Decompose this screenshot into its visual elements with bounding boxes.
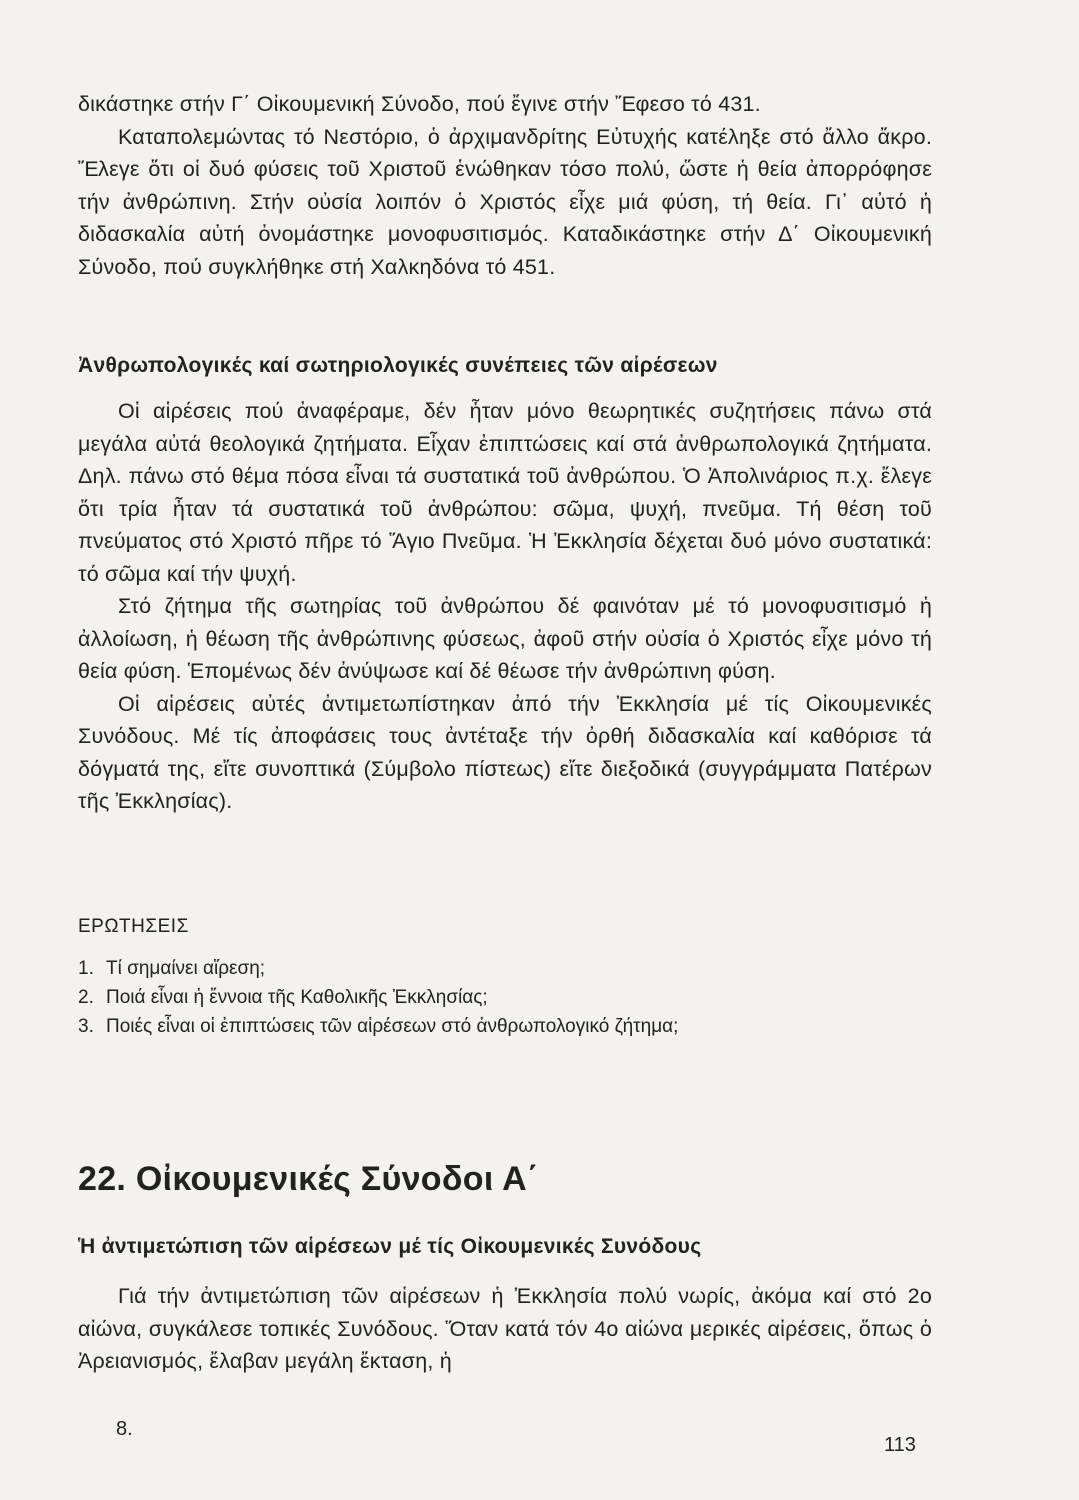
paragraph-3: Οἱ αἱρέσεις αὐτές ἀντιμετωπίστηκαν ἀπό τήν Ἐκκλησία μέ τίς Οἰκουμενικές Συνόδους. Μέ τίς ἀποφάσεις τους ἀντέταξε τήν ὀρθή διδασκαλία καί καθόρισε τά δόγματά της, εἴτε συνοπτικά (Σύμβολο πίστεως) εἴτε διεξοδικά (συγγράμματα Πατέρων τῆς Ἐκκλησίας).	[78, 691, 932, 813]
section-heading: Ἀνθρωπολογικές καί σωτηριολογικές συνέπειες τῶν αἱρέσεων	[78, 354, 718, 377]
chapter-body	[78, 1280, 932, 1378]
opening-text-block	[78, 88, 932, 283]
question-text: Ποιά εἶναι ἡ ἔννοια τῆς Καθολικῆς Ἐκκλησίας;	[106, 987, 488, 1008]
question-item	[78, 983, 932, 1012]
footer-signature: 8.	[116, 1418, 133, 1440]
paragraph-1: Οἱ αἱρέσεις πού ἀναφέραμε, δέν ἦταν μόνο θεωρητικές συζητήσεις πάνω στά μεγάλα αὐτά θεολογικά ζητήματα. Εἶχαν ἐπιπτώσεις καί στά ἀνθρωπολογικά ζητήματα. Δηλ. πάνω στό θέμα πόσα εἶναι τά συστατικά τοῦ ἀνθρώπου. Ὁ Ἀπολινάριος π.χ. ἔλεγε ὅτι τρία ἦταν τά συστατικά τοῦ ἀνθρώπου: σῶμα, ψυχή, πνεῦμα. Τή θέση τοῦ πνεύματος στό Χριστό πῆρε τό Ἅγιο Πνεῦμα. Ἡ Ἐκκλησία δέχεται δυό μόνο συστατικά: τό σῶμα καί τήν ψυχή.	[78, 399, 932, 586]
questions-block	[78, 916, 932, 1041]
question-number: 2.	[78, 987, 94, 1008]
question-text: Τί σημαίνει αἵρεση;	[106, 958, 266, 979]
section-block	[78, 354, 932, 378]
question-item	[78, 1012, 932, 1041]
questions-list	[78, 954, 932, 1041]
paragraph-eutyches: Καταπολεμώντας τό Νεστόριο, ὁ ἀρχιμανδρίτης Εὐτυχής κατέληξε στό ἄλλο ἄκρο. Ἔλεγε ὅτι οἱ δυό φύσεις τοῦ Χριστοῦ ἑνώθηκαν τόσο πολύ, ὥστε ἡ θεία ἀπορρόφησε τήν ἀνθρώπινη. Στήν οὐσία λοιπόν ὁ Χριστός εἶχε μιά φύση, τή θεία. Γι᾿ αὐτό ἡ διδασκαλία αὐτή ὀνομάστηκε μονοφυσιτισμός. Καταδικάστηκε στήν Δ΄ Οἰκουμενική Σύνοδο, πού συγκλήθηκε στή Χαλκηδόνα τό 451.	[78, 124, 932, 279]
question-text: Ποιές εἶναι οἱ ἐπιπτώσεις τῶν αἱρέσεων στό ἀνθρωπολογικό ζήτημα;	[106, 1016, 679, 1037]
question-number: 3.	[78, 1016, 94, 1037]
chapter-title: 22. Οἰκουμενικές Σύνοδοι Α΄	[78, 1160, 539, 1198]
chapter-subheading: Ἡ ἀντιμετώπιση τῶν αἱρέσεων μέ τίς Οἰκουμενικές Συνόδους	[78, 1235, 702, 1258]
paragraph-2: Στό ζήτημα τῆς σωτηρίας τοῦ ἀνθρώπου δέ φαινόταν μέ τό μονοφυσιτισμό ἡ ἀλλοίωση, ἡ θέωση τῆς ἀνθρώπινης φύσεως, ἀφοῦ στήν οὐσία ὁ Χριστός εἶχε μόνο τή θεία φύση. Ἑπομένως δέν ἀνύψωσε καί δέ θέωσε τήν ἀνθρώπινη φύση.	[78, 594, 932, 683]
questions-heading: ΕΡΩΤΗΣΕΙΣ	[78, 916, 189, 937]
question-number: 1.	[78, 958, 94, 979]
chapter-subheading-block	[78, 1235, 932, 1259]
page-number: 113	[884, 1434, 916, 1456]
section-body	[78, 395, 932, 818]
chapter-block	[78, 1160, 932, 1199]
question-item	[78, 954, 932, 983]
opening-line: δικάστηκε στήν Γ΄ Οἰκουμενική Σύνοδο, πού ἔγινε στήν Ἔφεσο τό 431.	[78, 92, 761, 116]
chapter-paragraph: Γιά τήν ἀντιμετώπιση τῶν αἱρέσεων ἡ Ἐκκλησία πολύ νωρίς, ἀκόμα καί στό 2ο αἰώνα, συγκάλεσε τοπικές Συνόδους. Ὅταν κατά τόν 4ο αἰώνα μερικές αἱρέσεις, ὅπως ὁ Ἀρειανισμός, ἔλαβαν μεγάλη ἔκταση, ἡ	[78, 1284, 932, 1373]
